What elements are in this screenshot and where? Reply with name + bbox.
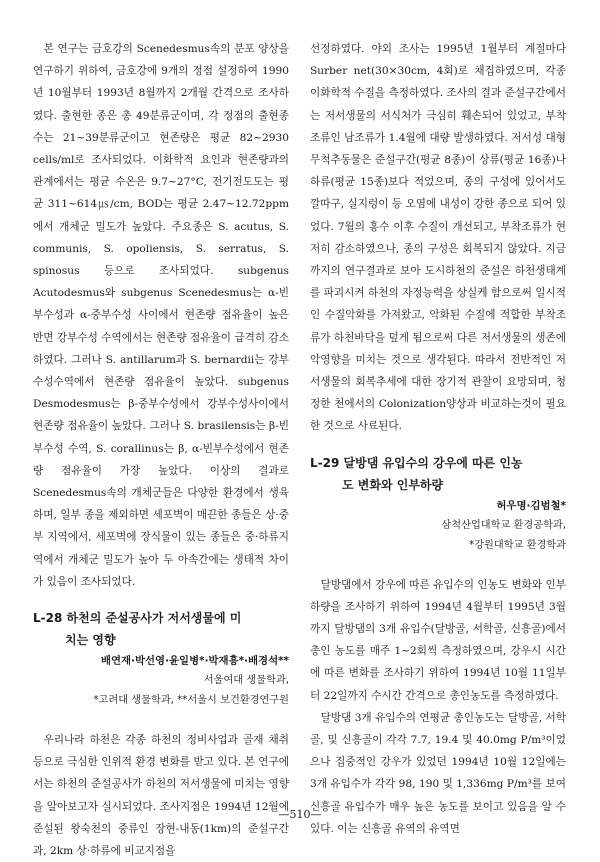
affiliation-l28-1: 서울여대 생물학과, — [203, 675, 289, 687]
affiliation-l28-2: *고려대 생물학과, **서울시 보건환경연구원 — [93, 695, 289, 707]
page-number: —510— — [278, 808, 322, 821]
section-title-l28-line2: 치는 영향 — [65, 633, 116, 648]
author-block-l29 — [310, 496, 566, 556]
abstract-l28-continued: 선정하였다. 야외 조사는 1995년 1월부터 계절마다 Surber net(30×30cm, 4회)로 채집하였으며, 각종 이화학적 수질을 측정하였다. 조사의 결과 준설구간에서는 저서생물의 서식처가 극심히 훼손되어 있었고, 부착조류인 남조류가 1.4월에 대량 발생하였다. 저서성 대형무척추동물은 준설구간(평균 8종)이 상류(평균 16종)나 하류(평균 15종)보다 적었으며, 종의 구성에 있어서도 깔따구, 실지렁이 등 오염에 내성이 강한 종으로 되어 있었다. 7월의 홍수 이후 수질이 개선되고, 부착조류가 현저히 감소하였으나, 종의 구성은 회복되지 않았다. 지금까지의 연구결과로 보아 도시하천의 준설은 하천생태계를 파괴시켜 하천의 자정능력을 상실케 함으로써 일시적인 수질악화를 가져왔고, 악화된 수질에 적합한 부착조류가 하천바닥을 덮게 됨으로써 다른 저서생물의 생존에 악영향을 미치는 것으로 생각된다. 따라서 전반적인 저서생물의 회복추세에 대한 장기적 관찰이 요망되며, 청정한 천에서의 Colonization양상과 비교하는것이 필요한 것으로 사료된다. — [310, 43, 566, 433]
section-title-l28 — [33, 607, 289, 651]
abstract-l28-body: 우리나라 하천은 각종 하천의 정비사업과 골재 채취 등으로 극심한 인위적 환경 변화를 받고 있다. 본 연구에서는 하천의 준설공사가 하천의 저서생물에 미치는 영향을 알아보고자 실시되었다. 조사지점은 1994년 12월에 준설된 왕숙천의 중류인 장현-내동(1km)의 준설구간과, 2km 상·하류에 비교지점을 — [33, 734, 289, 858]
authors-l28: 배연재·박선영·윤일병*·박재흥*·배경석** — [100, 655, 289, 668]
section-title-l29 — [310, 452, 566, 496]
affiliation-l29-1: 삼척산업대학교 환경공학과, — [441, 519, 566, 531]
section-title-l29-line2: 도 변화와 인부하량 — [342, 477, 444, 492]
section-l29 — [310, 452, 566, 840]
abstract-l29-body-2: 달방댐 3개 유입수의 연평균 총인농도는 달방골, 서학골, 및 신흥골이 각각 7.7, 19.4 및 40.0mg P/m³이었으나 집중적인 강우가 있었던 1994년 10월 12일에는 3개 유입수가 각각 98, 190 및 1,336mg P/m³를 보여 신흥골 유입수가 매우 높은 농도를 보이고 있음을 알 수 있다. 이는 신흥골 유역의 유역면 — [310, 711, 566, 835]
abstract-l29-body-1: 달방댐에서 강우에 따른 유입수의 인농도 변화와 인부하량을 조사하기 위하여 1994년 4월부터 1995년 3월까지 달방댐의 3개 유입수(달방골, 서학골, 신흥골)에서 총인 농도를 매주 1~2회씩 측정하였으며, 강우시 시간에 따른 변화를 조사하기 위하여 1994년 10월 11일부터 22일까지 수시간 간격으로 총인농도를 측정하였다. — [310, 578, 566, 702]
section-l28 — [33, 607, 289, 862]
section-title-l28-line1: L-28 하천의 준설공사가 저서생물에 미 — [33, 611, 242, 626]
authors-l29: 허우명·김범철* — [496, 499, 566, 512]
abstract-scenedesmus-body: 본 연구는 금호강의 Scenedesmus속의 분포 양상을 연구하기 위하여, 금호강에 9개의 정점 설정하여 1990년 10월부터 1993년 8월까지 2개월 간격으로 조사하였다. 출현한 종은 총 49분류군이며, 각 정점의 출현종수는 21~39분류군이고 현존량은 평균 82~2930 cells/ml로 조사되었다. 이화학적 요인과 현존량과의 관계에서는 평균 수온은 9.7~27°C, 전기전도도는 평균 311~614㎲/cm, BOD는 평균 2.47~12.72ppm에서 개체군 밀도가 높았다. 주요종은 S. acutus, S. communis, S. opoliensis, S. serratus, S. spinosus 등으로 조사되었다. subgenus Acutodesmus와 subgenus Scenedesmus는 α-빈부수성과 α-중부수성 사이에서 현존량 점유율이 높은 반면 강부수성 수역에서는 현존량 점유율이 급격히 감소하였다. 그러나 S. antillarum과 S. bernardii는 강부수성수역에서 현존량 점유율이 높았다. subgenus Desmodesmus는 β-중부수성에서 강부수성사이에서 현존량 점유율이 높았다. 그러나 S. brasilensis는 β-빈부수성 수역, S. corallinus는 β, α-빈부수성에서 현존량 점유율이 가장 높았다. 이상의 결과로 Scenedesmus속의 개체군들은 다양한 환경에서 생육하며, 일부 종을 제외하면 세포벽이 매끈한 종들은 상·중부 지역에서, 세포벽에 장식물이 있는 종들은 중·하류지역에서 개체군 밀도가 높아 두 아속간에는 생태적 차이가 있음이 조사되었다. — [33, 43, 289, 588]
section-title-l29-line1: L-29 달방댐 유입수의 강우에 따른 인농 — [310, 455, 523, 470]
author-block-l28 — [33, 651, 289, 711]
left-column — [33, 38, 289, 862]
affiliation-l29-2: *강원대학교 환경학과 — [469, 539, 566, 551]
right-column — [310, 38, 566, 840]
